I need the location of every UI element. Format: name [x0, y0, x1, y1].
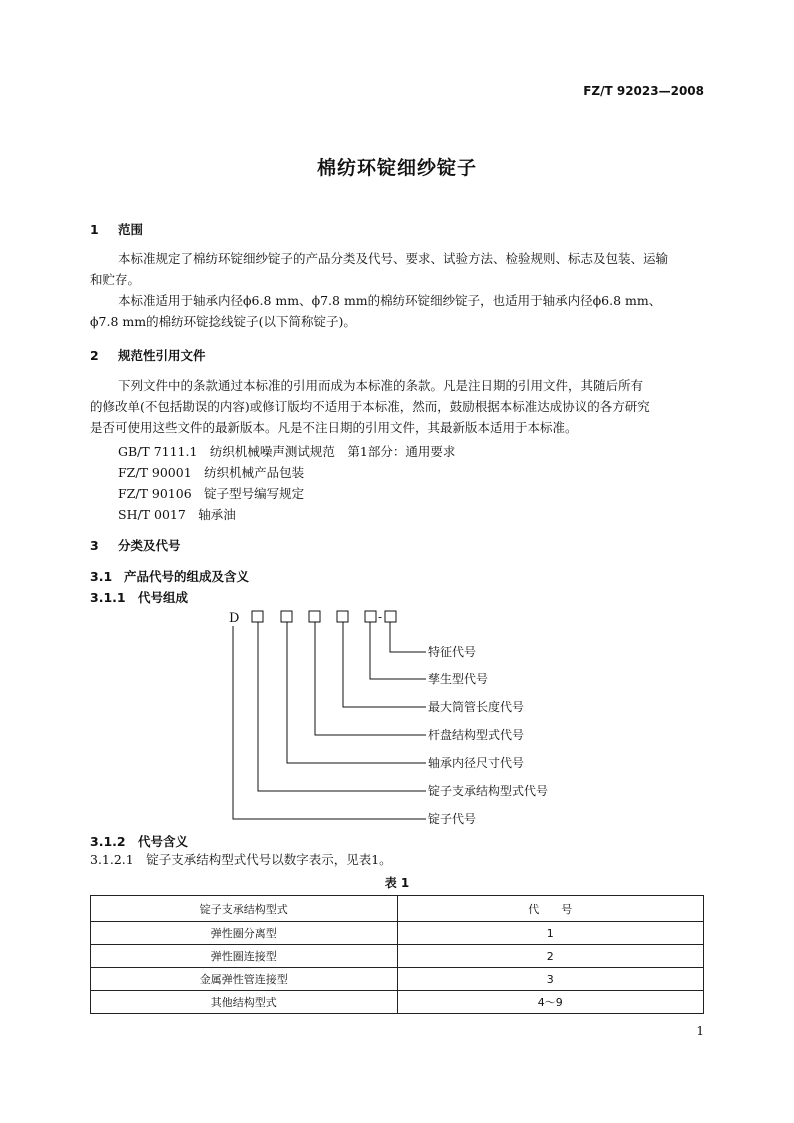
document-title: 棉纺环锭细纱锭子	[316, 157, 477, 179]
section-title: 规范性引用文件	[118, 348, 206, 363]
code-dash: -	[378, 610, 383, 624]
section-title: 产品代号的组成及含义	[124, 569, 250, 584]
table-header-cell: 代 号	[397, 896, 704, 922]
section-number: 3.1	[90, 569, 113, 584]
table-cell: 其他结构型式	[91, 991, 398, 1014]
code-prefix: D	[229, 611, 240, 626]
leader-line	[390, 622, 426, 652]
section-title: 代号含义	[138, 834, 189, 849]
section-3-1-2-heading	[90, 832, 188, 850]
table-row	[91, 991, 704, 1014]
section-number: 3	[90, 538, 99, 553]
table-cell: 弹性圈连接型	[91, 945, 398, 968]
table-cell: 弹性圈分离型	[91, 922, 398, 945]
section-2-para-line-2: 的修改单(不包括勘误的内容)或修订版均不适用于本标准，然而，鼓励根据本标准达成协议的各方研究	[90, 399, 650, 414]
section-1-para-2-line-2: ϕ7.8 mm的棉纺环锭捻线锭子(以下简称锭子)。	[90, 314, 356, 329]
section-3-1-1-heading	[90, 588, 188, 606]
diagram-label: 锭子代号	[428, 812, 477, 826]
page-number: 1	[696, 1024, 704, 1038]
table-row	[91, 922, 704, 945]
diagram-label: 轴承内径尺寸代号	[428, 756, 525, 770]
section-title: 分类及代号	[118, 538, 181, 553]
table-cell: 1	[397, 922, 704, 945]
standard-number: FZ/T 92023—2008	[583, 84, 704, 98]
diagram-label: 锭子支承结构型式代号	[428, 784, 549, 798]
diagram-label: 最大筒管长度代号	[428, 700, 525, 714]
code-box	[337, 611, 348, 622]
table-cell: 4～9	[397, 991, 704, 1014]
section-title: 代号组成	[138, 590, 189, 605]
leader-line	[233, 626, 426, 819]
code-box	[281, 611, 292, 622]
section-number: 2	[90, 348, 99, 363]
reference-item: FZ/T 90001 纺织机械产品包装	[118, 465, 305, 480]
code-box	[309, 611, 320, 622]
section-1-para-1-line-2: 和贮存。	[90, 272, 141, 287]
diagram-label: 特征代号	[428, 645, 477, 659]
section-number: 1	[90, 222, 99, 237]
reference-item: SH/T 0017 轴承油	[118, 507, 236, 522]
section-2-para-line-3: 是否可使用这些文件的最新版本。凡是不注日期的引用文件，其最新版本适用于本标准。	[90, 420, 578, 435]
section-number: 3.1.1	[90, 590, 126, 605]
diagram-label: 杆盘结构型式代号	[428, 728, 525, 742]
section-1-para-1-line-1: 本标准规定了棉纺环锭细纱锭子的产品分类及代号、要求、试验方法、检验规则、标志及包装、运输	[118, 251, 669, 266]
leader-line	[287, 622, 426, 763]
code-box	[385, 611, 396, 622]
reference-item: FZ/T 90106 锭子型号编写规定	[118, 486, 305, 501]
table-cell: 金属弹性管连接型	[91, 968, 398, 991]
reference-item: GB/T 7111.1 纺织机械噪声测试规范 第1部分：通用要求	[118, 444, 456, 459]
section-3-1-heading	[90, 567, 249, 585]
section-1-para-2-line-1: 本标准适用于轴承内径ϕ6.8 mm、ϕ7.8 mm的棉纺环锭细纱锭子，也适用于轴承内径ϕ6.8 mm、	[118, 293, 662, 308]
leader-line	[370, 622, 426, 679]
table-caption: 表 1	[384, 876, 410, 890]
leader-lines	[233, 622, 426, 819]
table-1	[90, 895, 704, 1014]
table-row	[91, 968, 704, 991]
section-title: 范围	[118, 222, 144, 237]
section-number: 3.1.2	[90, 834, 126, 849]
section-2-para-line-1: 下列文件中的条款通过本标准的引用而成为本标准的条款。凡是注日期的引用文件，其随后所有	[118, 378, 644, 393]
table-cell: 2	[397, 945, 704, 968]
section-3-1-2-1-text: 3.1.2.1 锭子支承结构型式代号以数字表示，见表1。	[90, 852, 392, 867]
table-row	[91, 945, 704, 968]
table-cell: 3	[397, 968, 704, 991]
leader-line	[343, 622, 426, 707]
table-header-row	[91, 896, 704, 922]
diagram-label: 孳生型代号	[428, 672, 489, 686]
section-2-heading	[90, 346, 206, 364]
code-composition-diagram	[220, 604, 580, 829]
code-box	[365, 611, 376, 622]
code-box	[252, 611, 263, 622]
section-1-heading	[90, 220, 143, 238]
section-3-heading	[90, 536, 181, 554]
table-header-cell: 锭子支承结构型式	[91, 896, 398, 922]
